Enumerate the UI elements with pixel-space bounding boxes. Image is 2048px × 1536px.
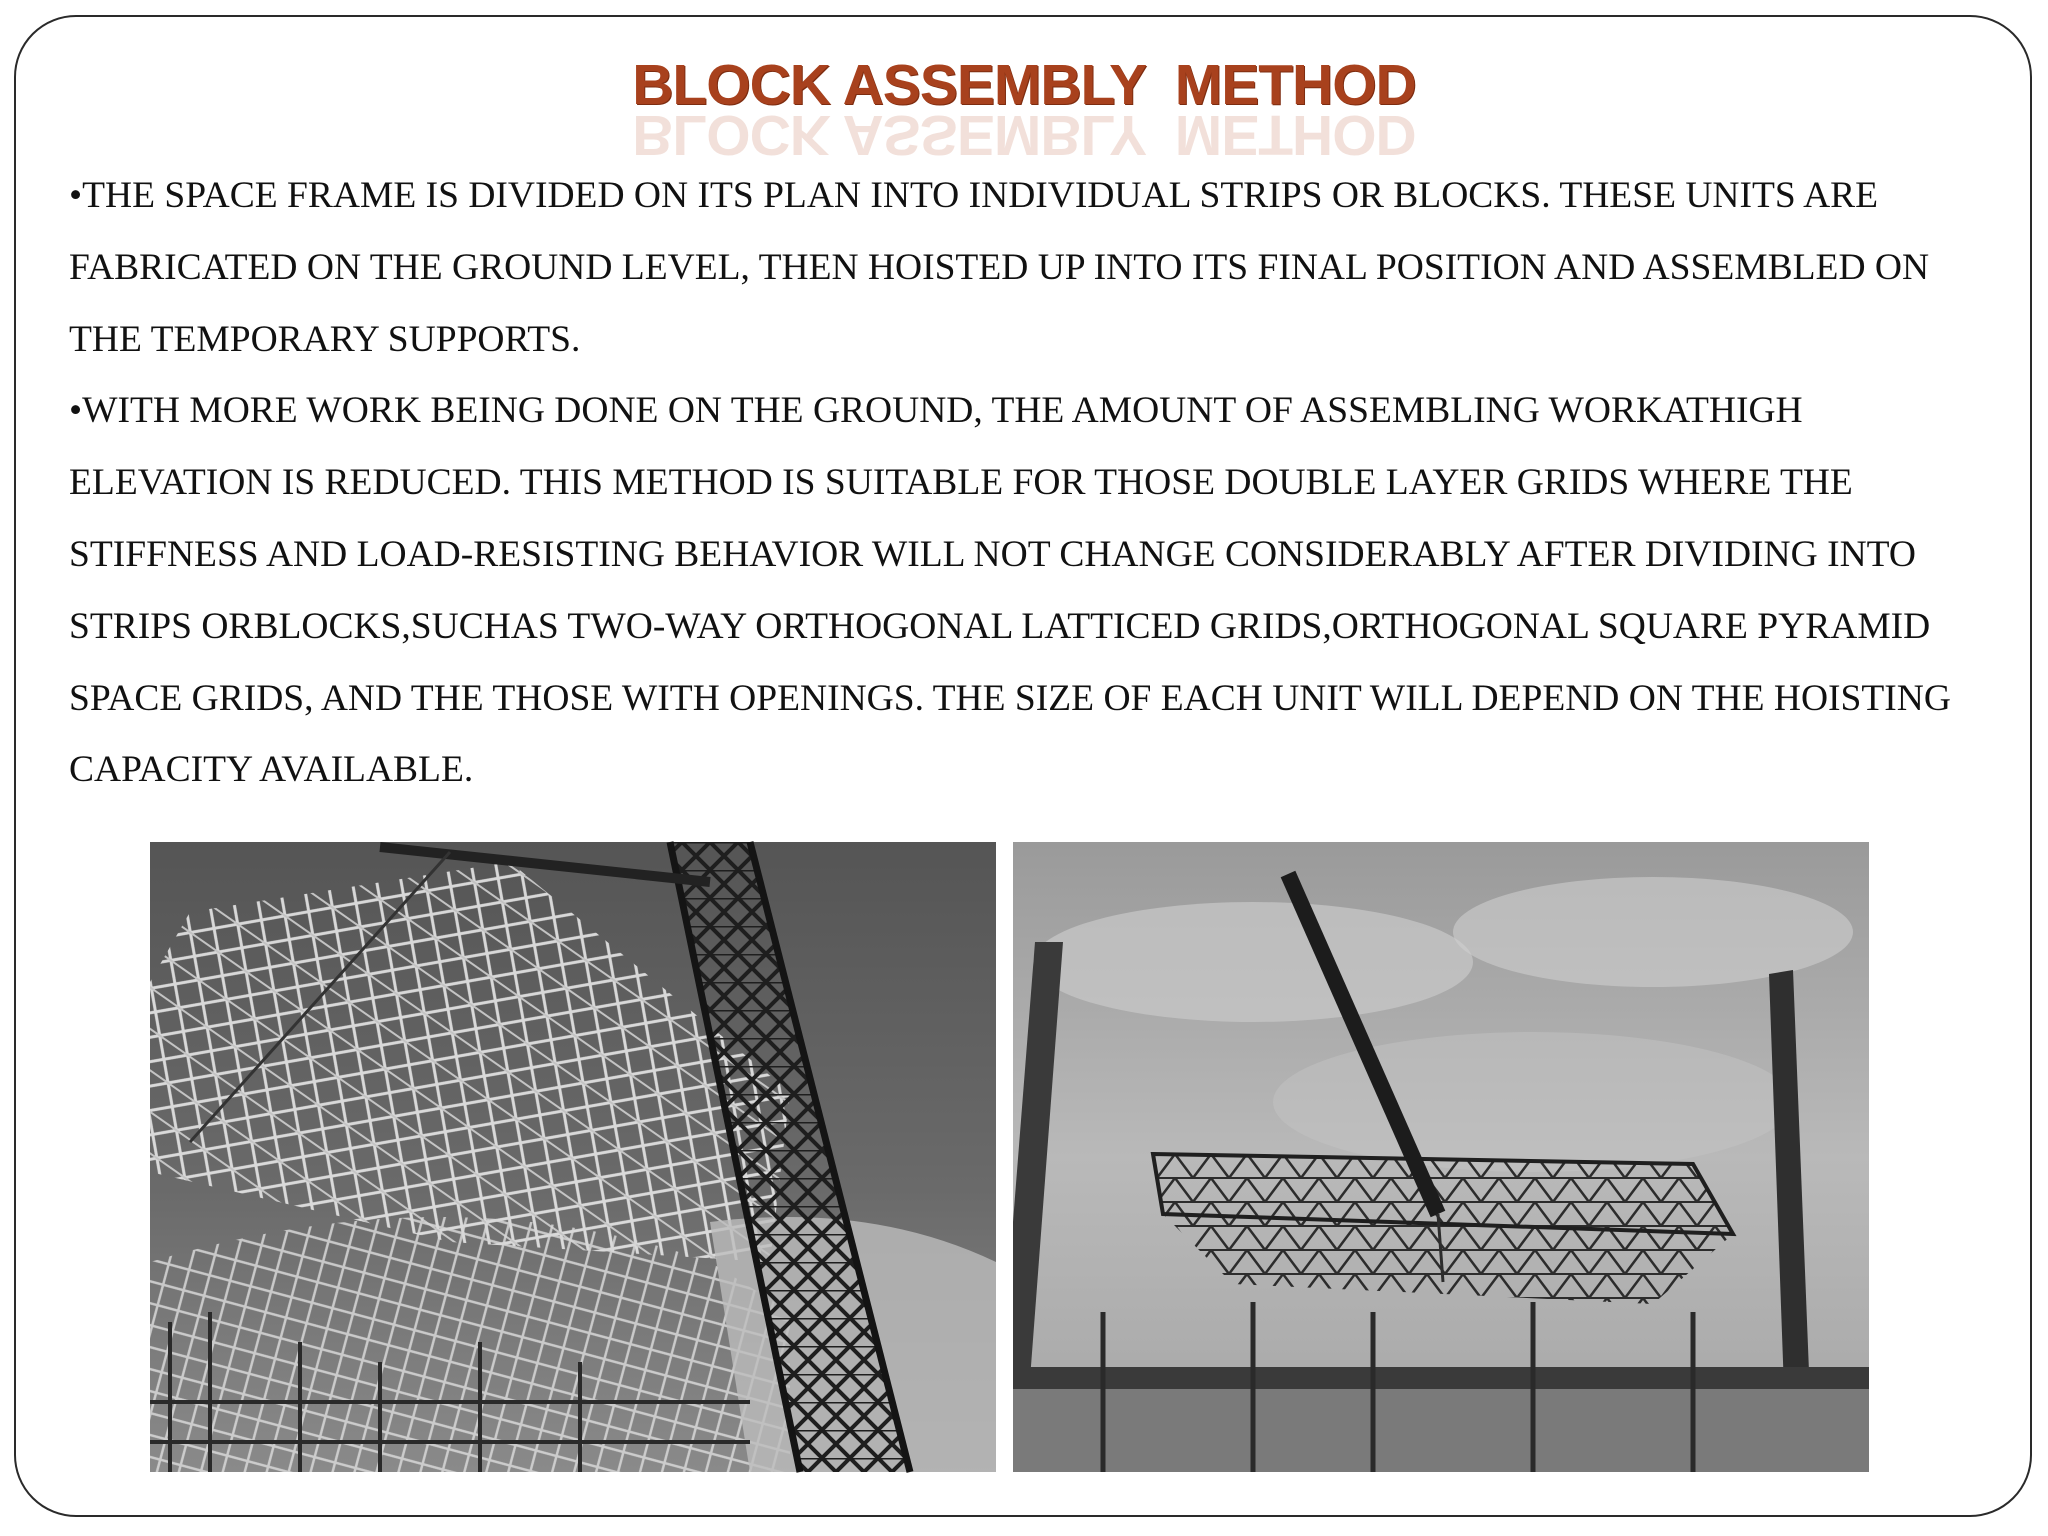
bullet-paragraph-1: •THE SPACE FRAME IS DIVIDED ON ITS PLAN INTO INDIVIDUAL STRIPS OR BLOCKS. THESE UNITS ARE FABRICATED ON THE GROUND LEVEL, THEN HOISTED UP INTO ITS FINAL POSITION AND ASSEMBLED ON THE TEMPORARY SUPPORTS.: [69, 175, 1930, 360]
title-reflection: BLOCK ASSEMBLY METHOD: [632, 103, 1416, 167]
bullet-paragraph-2: •WITH MORE WORK BEING DONE ON THE GROUND, THE AMOUNT OF ASSEMBLING WORKATHIGH ELEVATION IS REDUCED. THIS METHOD IS SUITABLE FOR THOSE DOUBLE LAYER GRIDS WHERE THE STIFFNESS AND LOAD-RESISTING BEHAVIOR WILL NOT CHANGE CONSIDERABLY AFTER DIVIDING INTO STRIPS ORBLOCKS,SUCHAS TWO-WAY ORTHOGONAL LATTICED GRIDS,ORTHOGONAL SQUARE PYRAMID SPACE GRIDS, AND THE THOSE WITH OPENINGS. THE SIZE OF EACH UNIT WILL DEPEND ON THE HOISTING CAPACITY AVAILABLE.: [69, 390, 1951, 791]
slide-body: [69, 160, 1989, 806]
photo-space-frame-crane-right: [1013, 842, 1869, 1472]
photo-space-frame-crane-left: [150, 842, 996, 1472]
slide-title: BLOCK ASSEMBLY METHOD: [632, 53, 1416, 117]
